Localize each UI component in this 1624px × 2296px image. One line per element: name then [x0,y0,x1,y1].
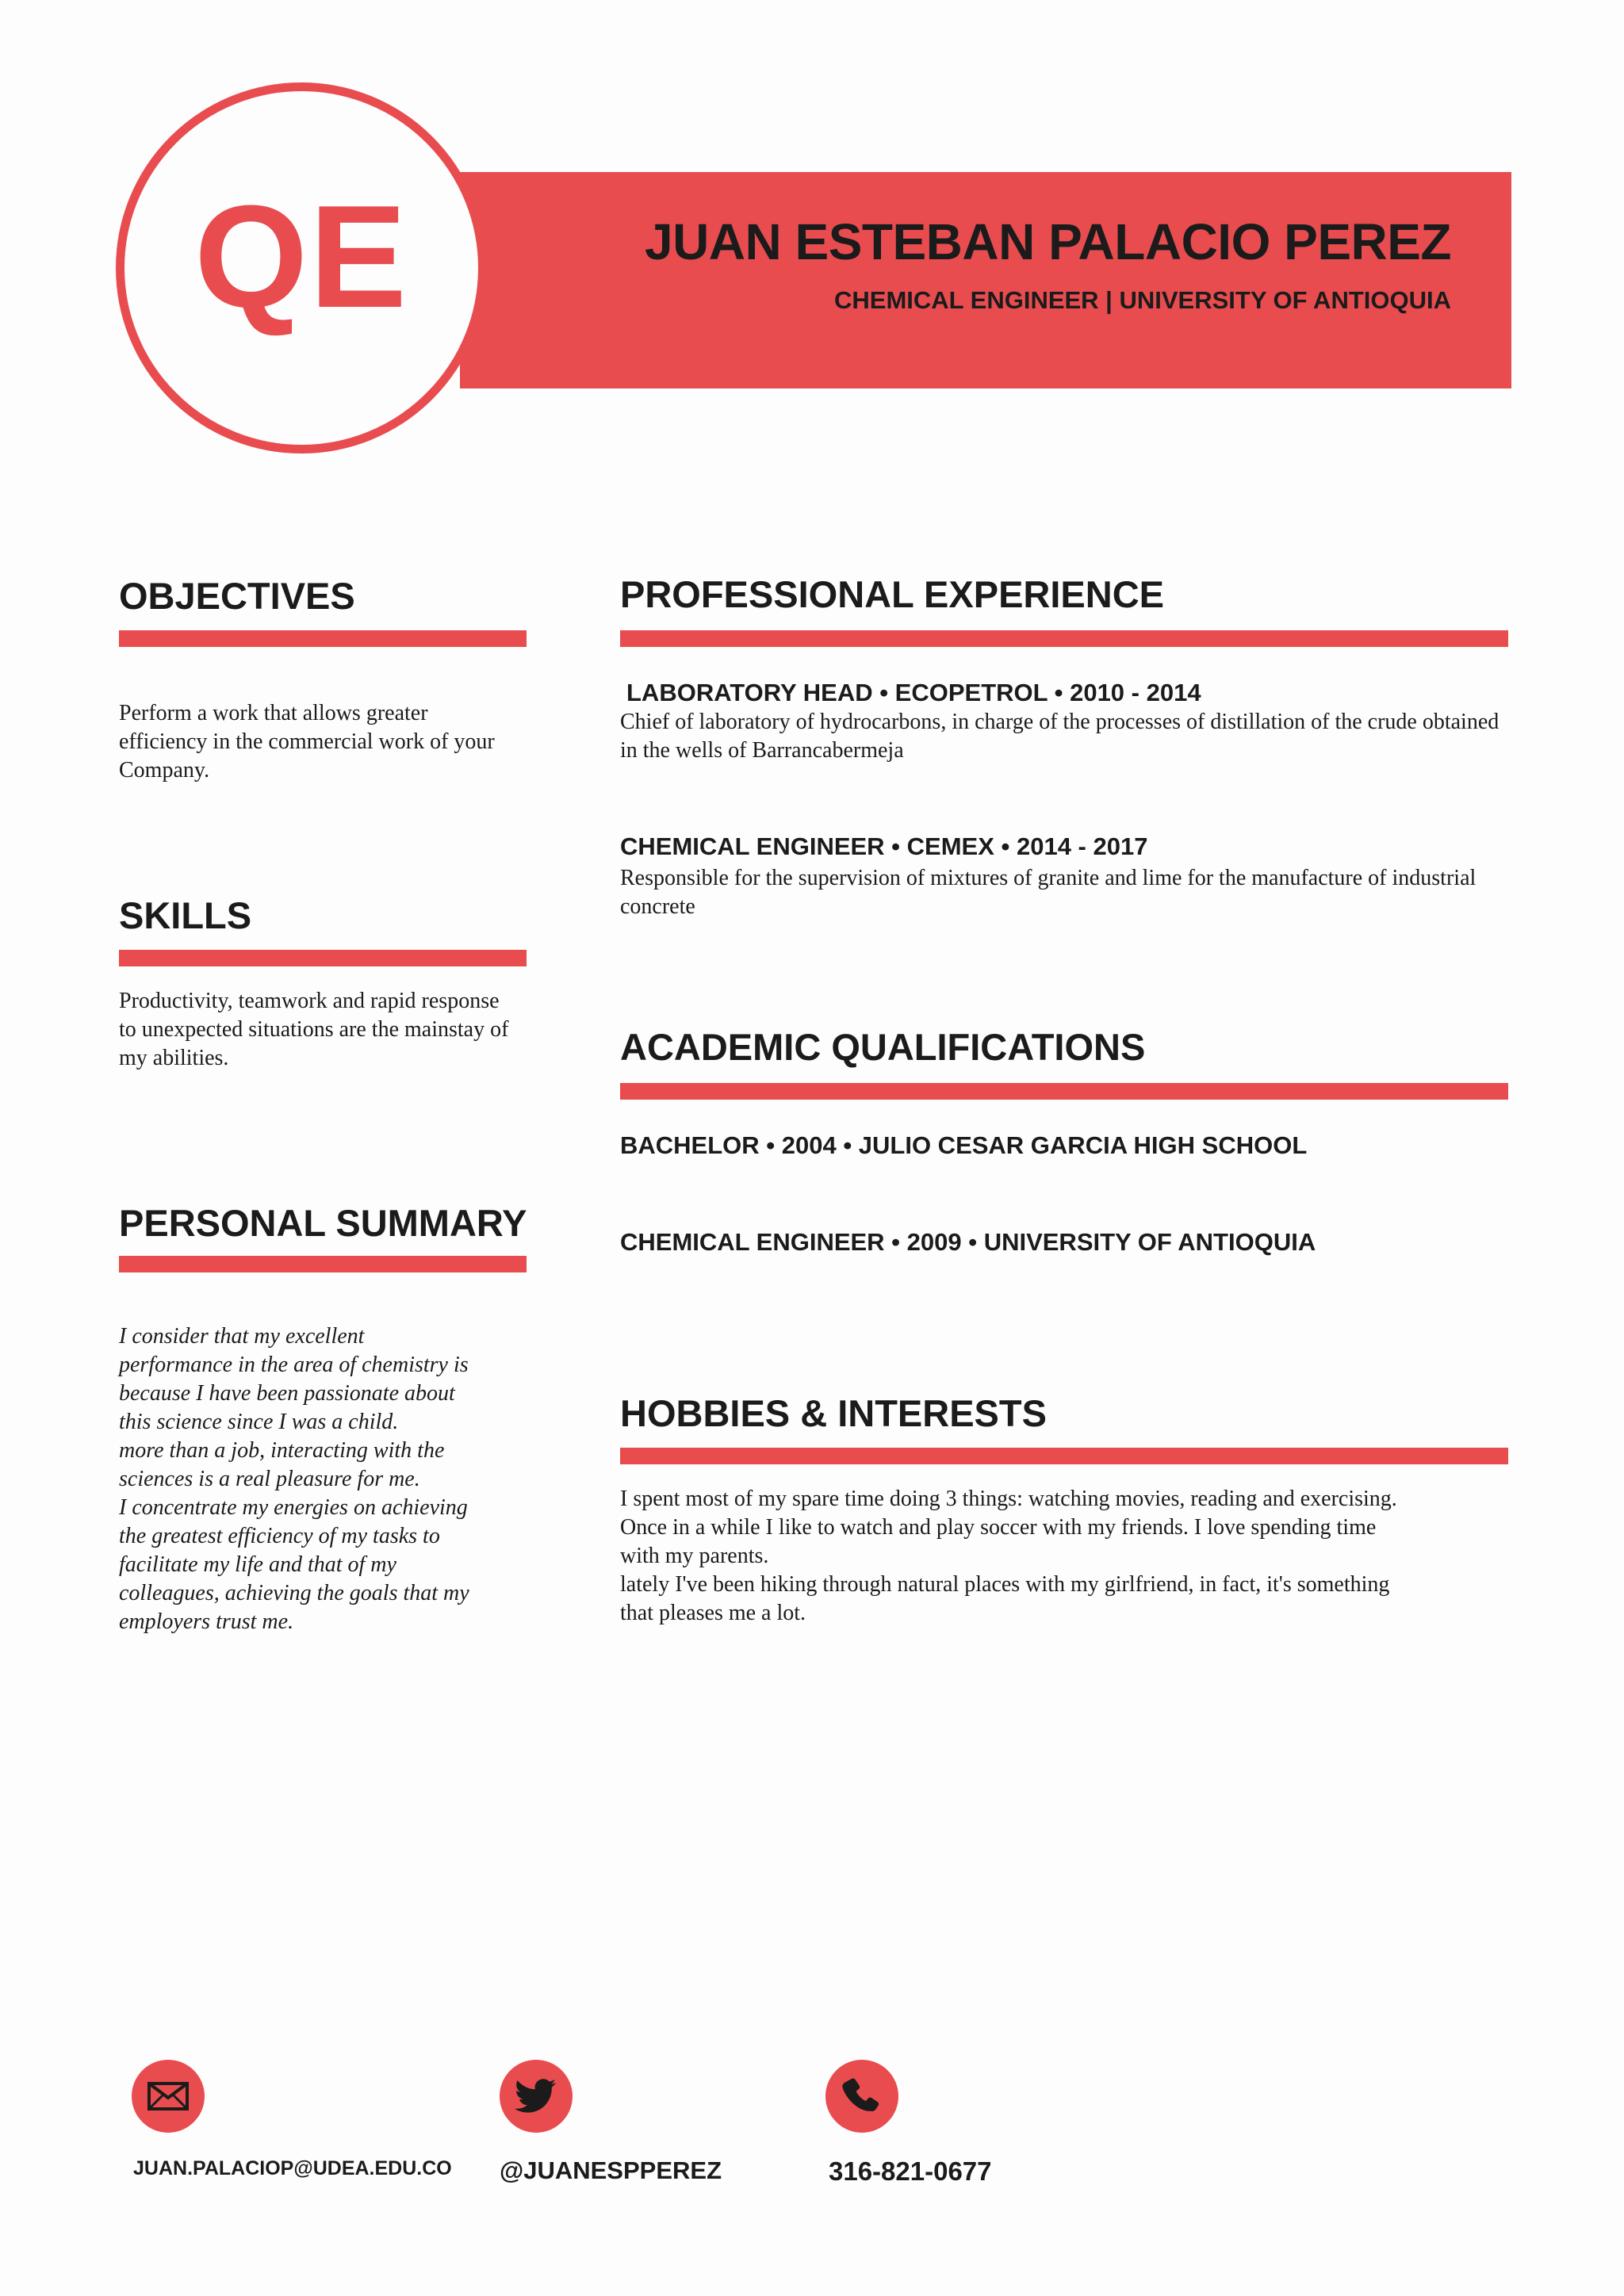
hobbies-heading: HOBBIES & INTERESTS [620,1392,1047,1434]
personal-summary-text [119,1322,531,1636]
personal-summary-divider [119,1256,527,1272]
summary-line: I concentrate my energies on achieving [119,1495,468,1520]
candidate-name: JUAN ESTEBAN PALACIO PEREZ [644,213,1451,270]
hobbies-line: with my parents. [620,1544,769,1568]
hobbies-text [620,1485,1508,1628]
experience-divider [620,630,1508,647]
skills-heading: SKILLS [119,894,252,936]
objectives-divider [119,630,527,647]
summary-line: employers trust me. [119,1609,294,1634]
experience-entry-title: LABORATORY HEAD • ECOPETROL • 2010 - 2014 [626,679,1201,706]
summary-line: the greatest efficiency of my tasks to [119,1524,440,1548]
summary-line: colleagues, achieving the goals that my [119,1581,469,1605]
skills-divider [119,950,527,966]
experience-entry-title: CHEMICAL ENGINEER • CEMEX • 2014 - 2017 [620,832,1148,860]
hobbies-line: I spent most of my spare time doing 3 things: watching movies, reading and exercising. [620,1487,1397,1511]
experience-heading: PROFESSIONAL EXPERIENCE [620,573,1164,615]
initials: QE [194,174,408,338]
personal-summary-heading: PERSONAL SUMMARY [119,1202,527,1244]
hobbies-divider [620,1448,1508,1464]
objectives-text: Perform a work that allows greater efficiency in the commercial work of your Company. [119,701,495,783]
summary-line: more than a job, interacting with the [119,1438,445,1463]
hobbies-line: that pleases me a lot. [620,1601,806,1625]
academic-entry: CHEMICAL ENGINEER • 2009 • UNIVERSITY OF ANTIOQUIA [620,1228,1316,1256]
twitter-bird-icon [500,2060,573,2133]
summary-line: facilitate my life and that of my [119,1552,396,1577]
experience-entry-description: Responsible for the supervision of mixtures of granite and lime for the manufacture of industrial concrete [620,866,1477,919]
summary-line: because I have been passionate about [119,1381,455,1406]
twitter-link[interactable]: @JUANESPPEREZ [500,2156,722,2184]
academic-divider [620,1083,1508,1100]
summary-line: sciences is a real pleasure for me. [119,1467,420,1491]
envelope-icon [132,2060,205,2133]
header-banner [460,172,1511,388]
hobbies-line: Once in a while I like to watch and play soccer with my friends. I love spending time [620,1515,1377,1540]
skills-text: Productivity, teamwork and rapid response to unexpected situations are the mainstay of my abilities. [119,989,509,1070]
summary-line: this science since I was a child. [119,1410,399,1434]
phone-link[interactable]: 316-821-0677 [829,2156,992,2186]
hobbies-line: lately I've been hiking through natural places with my girlfriend, in fact, it's something [620,1572,1390,1597]
email-link[interactable]: JUAN.PALACIOP@UDEA.EDU.CO [133,2157,452,2179]
candidate-subtitle: CHEMICAL ENGINEER | UNIVERSITY OF ANTIOQUIA [834,286,1451,314]
summary-line: I consider that my excellent [119,1324,365,1349]
academic-entry: BACHELOR • 2004 • JULIO CESAR GARCIA HIGH SCHOOL [620,1131,1308,1159]
objectives-heading: OBJECTIVES [119,575,355,617]
academic-heading: ACADEMIC QUALIFICATIONS [620,1026,1146,1068]
initials-circle [116,82,487,453]
phone-icon [825,2060,898,2133]
experience-entry-description: Chief of laboratory of hydrocarbons, in charge of the processes of distillation of the crude obtained in the wells of Barrancabermeja [620,710,1500,763]
summary-line: performance in the area of chemistry is [119,1353,469,1377]
